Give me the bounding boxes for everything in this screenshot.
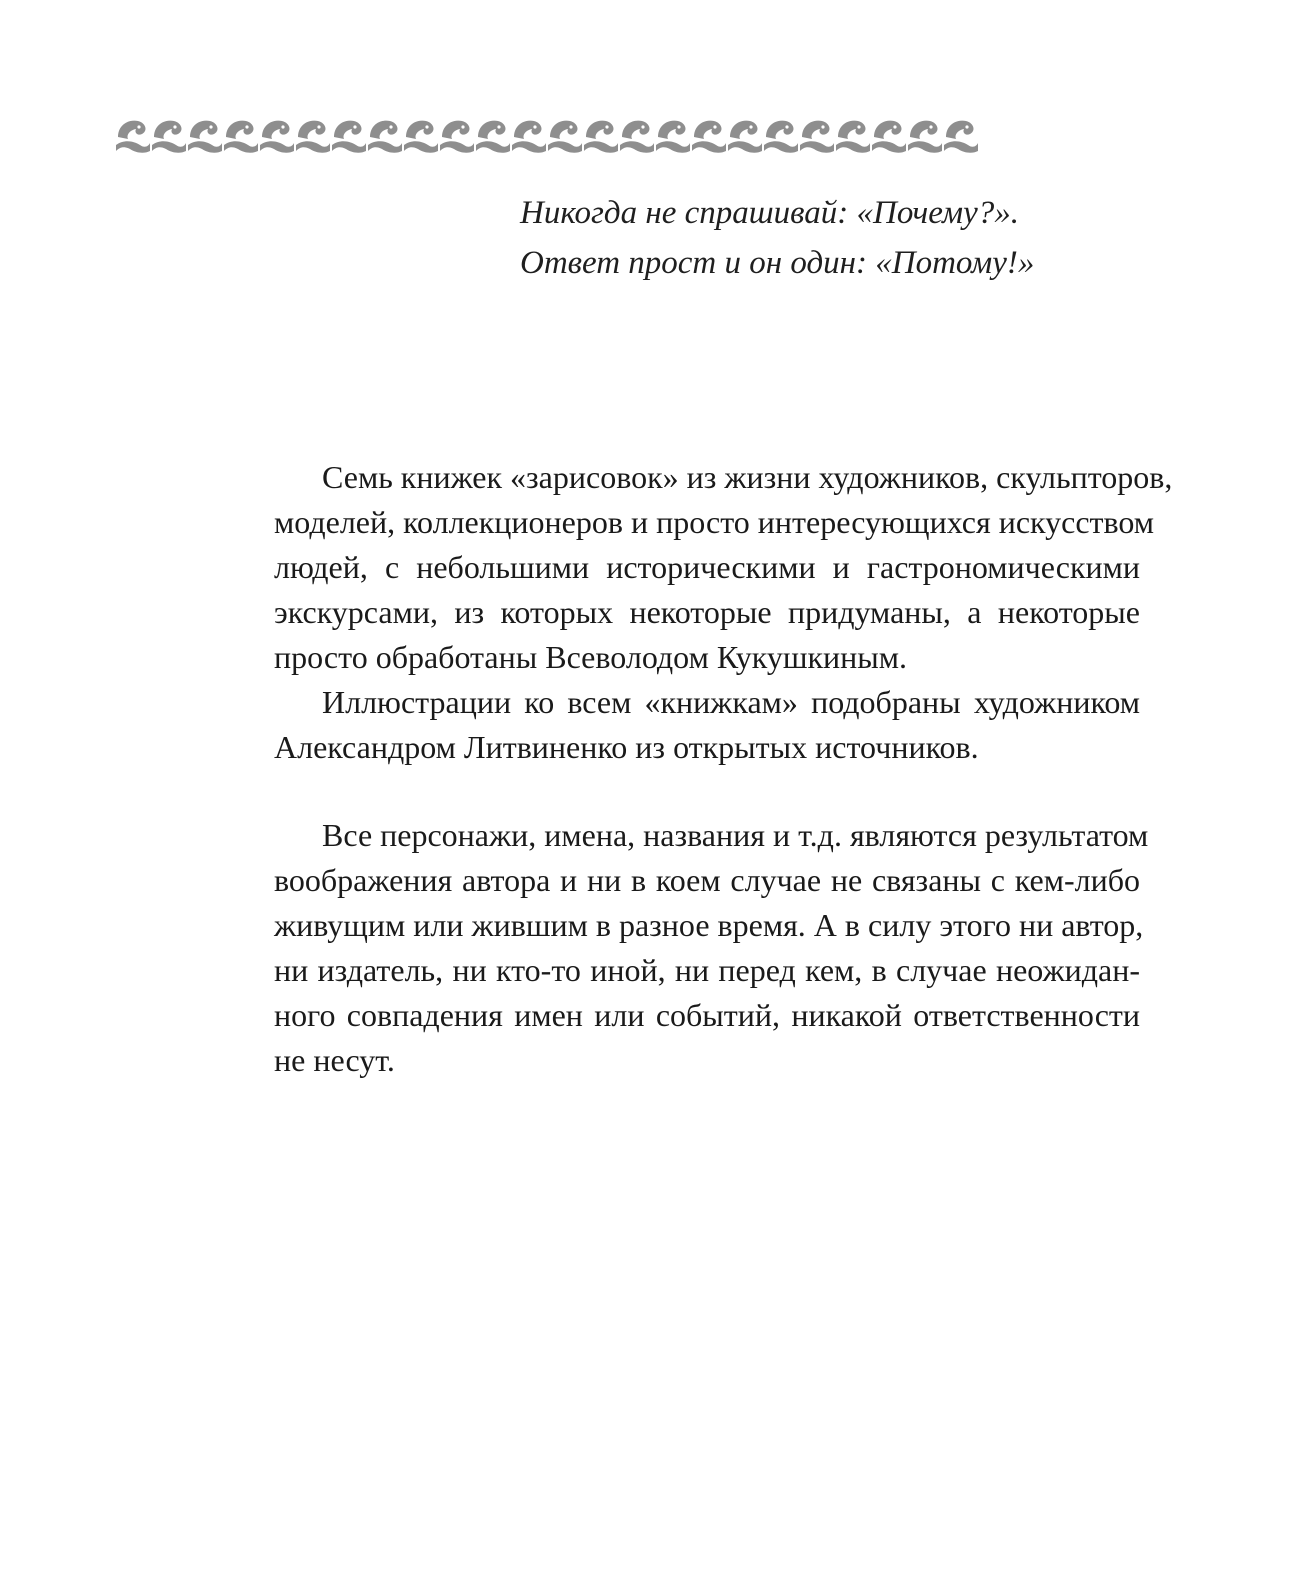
paragraph-line: Александром Литвиненко из открытых источников. [274, 729, 979, 765]
paragraph-line: не несут. [274, 1042, 395, 1078]
swan-motif-icon [512, 121, 546, 153]
epigraph [520, 188, 1160, 288]
swan-motif-icon [476, 121, 510, 153]
swan-motif-icon [728, 121, 762, 153]
paragraph-spacer [274, 770, 1140, 813]
swan-motif-icon [440, 121, 474, 153]
swan-motif-icon [296, 121, 330, 153]
paragraph-line: живущим или жившим в разное время. А в силу этого ни автор, [274, 907, 1144, 943]
swan-motif-icon [800, 121, 834, 153]
swan-motif-icon [548, 121, 582, 153]
epigraph-line: Ответ прост и он один: «Потому!» [520, 245, 1035, 281]
swan-motif-icon [872, 121, 906, 153]
paragraph-line: Иллюстрации ко всем «книжкам» подобраны художником [322, 684, 1140, 720]
paragraph-line: экскурсами, из которых некоторые придуманы, а некоторые [274, 594, 1140, 630]
paragraph-line: людей, с небольшими историческими и гастрономическими [274, 549, 1140, 585]
swan-motif-icon [116, 121, 150, 153]
swan-motif-icon [404, 121, 438, 153]
paragraph-1 [274, 455, 1173, 680]
swan-motif-icon [692, 121, 726, 153]
swan-motif-icon [584, 121, 618, 153]
swan-motif-icon [656, 121, 690, 153]
paragraph-line: ного совпадения имен или событий, никакой ответственности [274, 997, 1140, 1033]
paragraph-line: Семь книжек «зарисовок» из жизни художников, скульпторов, [322, 459, 1173, 495]
paragraph-line: просто обработаны Всеволодом Кукушкиным. [274, 639, 908, 675]
paragraph-line: ни издатель, ни кто-то иной, ни перед кем, в случае неожидан- [274, 952, 1140, 988]
paragraph-line: моделей, коллекционеров и просто интересующихся искусством [274, 504, 1155, 540]
swan-motif-icon [908, 121, 942, 153]
body-text [274, 455, 1173, 1083]
paragraph-line: воображения автора и ни в коем случае не связаны с кем-либо [274, 862, 1140, 898]
swan-motif-icon [332, 121, 366, 153]
swan-motif-icon [944, 121, 978, 153]
paragraph-line: Все персонажи, имена, названия и т.д. являются результатом [322, 817, 1149, 853]
swan-motif-icon [836, 121, 870, 153]
swan-motif-icon [620, 121, 654, 153]
swan-motif-icon [224, 121, 258, 153]
swan-motif-icon [764, 121, 798, 153]
swan-motif-icon [368, 121, 402, 153]
paragraph-2 [274, 680, 1140, 770]
swan-motif-icon [152, 121, 186, 153]
swan-border-ornament [116, 115, 984, 155]
epigraph-line: Никогда не спрашивай: «Почему?». [520, 195, 1019, 231]
swan-motif-icon [260, 121, 294, 153]
swan-motif-icon [188, 121, 222, 153]
paragraph-3 [274, 813, 1149, 1083]
